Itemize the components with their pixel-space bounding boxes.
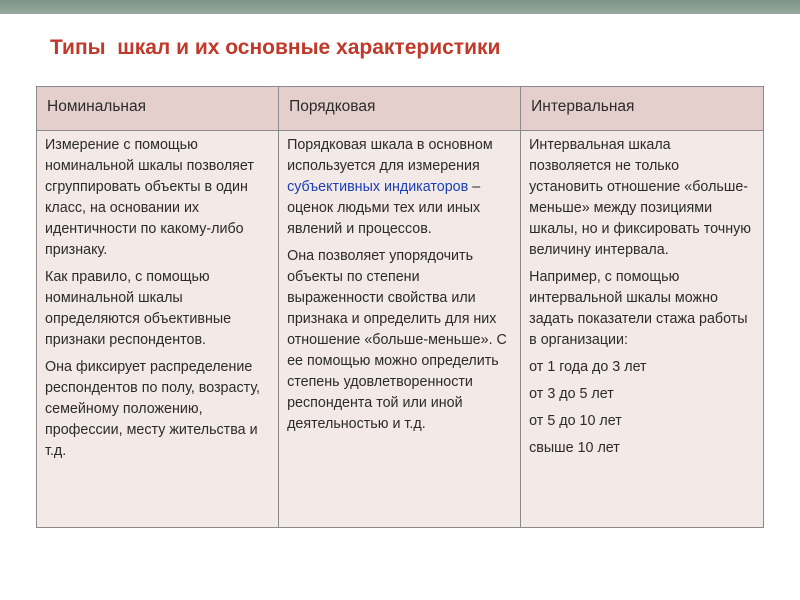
interval-item-1: от 1 года до 3 лет — [529, 359, 647, 375]
slide-title: Типы шкал и их основные характеристики — [50, 36, 501, 59]
header-interval: Интервальная — [521, 87, 764, 131]
header-nominal: Номинальная — [37, 87, 279, 131]
ordinal-p1-after: – оценок людьми тех или иных явлений и процессов. — [287, 179, 481, 237]
header-row — [37, 87, 764, 131]
header-ordinal: Порядковая — [279, 87, 521, 131]
scale-types-table — [36, 86, 764, 528]
interval-item-2: от 3 до 5 лет — [529, 386, 614, 402]
nominal-paragraph-1: Измерение с помощью номинальной шкалы позволяет сгруппировать объекты в один класс, на основании их идентичности по какому-либо признаку. — [45, 137, 254, 258]
cell-ordinal — [279, 131, 521, 528]
content-row — [37, 131, 764, 528]
interval-item-3: от 5 до 10 лет — [529, 413, 622, 429]
interval-item-4: свыше 10 лет — [529, 440, 620, 456]
subjective-indicators-link[interactable]: субъективных индикаторов — [287, 179, 469, 195]
nominal-paragraph-2: Как правило, с помощью номинальной шкалы определяются объективные признаки респондентов. — [45, 269, 232, 348]
ordinal-p1-before: Порядковая шкала в основном используется для измерения — [287, 137, 493, 174]
interval-paragraph-2: Например, с помощью интервальной шкалы можно задать показатели стажа работы в организации: — [529, 269, 748, 348]
cell-interval — [521, 131, 764, 528]
nominal-paragraph-3: Она фиксирует распределение респондентов по полу, возрасту, семейному положению, профессии, месту жительства и т.д. — [45, 359, 261, 459]
interval-paragraph-1: Интервальная шкала позволяется не только установить отношение «больше-меньше» между позициями шкалы, но и фиксировать точную величину интервала. — [529, 137, 751, 258]
cell-nominal — [37, 131, 279, 528]
ordinal-paragraph-1 — [287, 135, 512, 240]
top-decor-band — [0, 0, 800, 14]
ordinal-paragraph-2: Она позволяет упорядочить объекты по степени выраженности свойства или признака и определить для них отношение «больше-меньше». С ее помощью можно определить степень удовлетворенности респондента той или иной деятельностью и т.д. — [287, 248, 507, 432]
